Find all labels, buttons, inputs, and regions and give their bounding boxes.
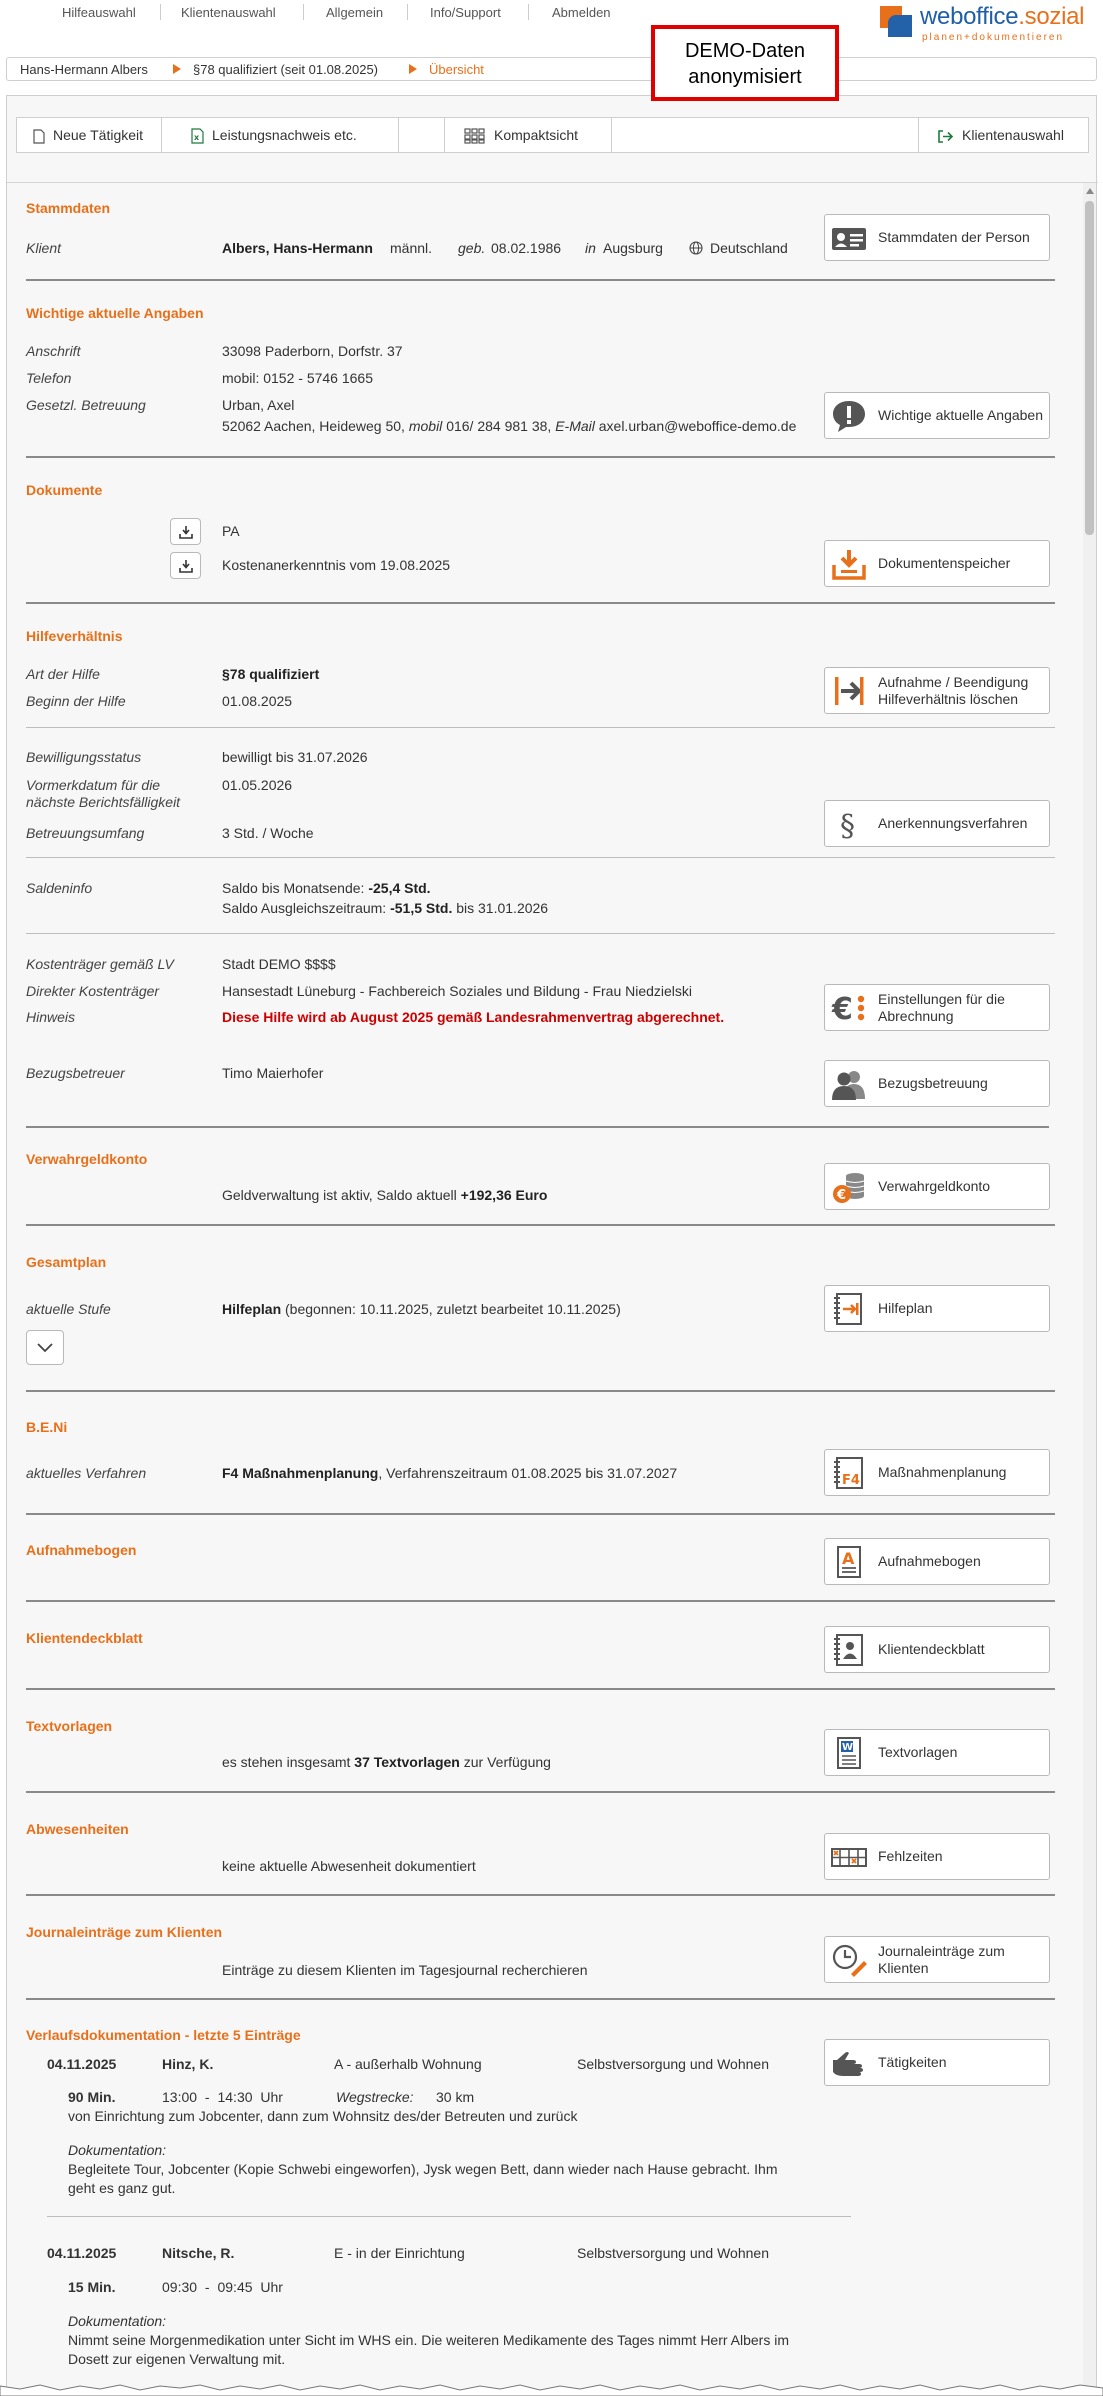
cost-bearer-lv-label: Kostenträger gemäß LV: [26, 956, 174, 972]
section-divider: [26, 1791, 1055, 1793]
care-scope-value: 3 Std. / Woche: [222, 825, 314, 841]
cost-bearer-lv-value: Stadt DEMO $$$$: [222, 956, 336, 972]
expand-toggle-button[interactable]: [26, 1330, 64, 1365]
chevron-down-icon: [37, 1343, 53, 1353]
important-info-label: Wichtige aktuelle Angaben: [878, 407, 1043, 423]
phone-label: Telefon: [26, 370, 72, 386]
custody-account-label: Verwahrgeldkonto: [878, 1178, 991, 1194]
current-stage-label: aktuelle Stufe: [26, 1301, 111, 1317]
subsection-divider: [26, 933, 1055, 934]
nav-divider: [407, 4, 408, 20]
entry-time: 13:00 - 14:30 Uhr: [162, 2089, 283, 2105]
demo-badge-line2: anonymisiert: [688, 66, 802, 88]
care-scope-label: Betreuungsumfang: [26, 825, 145, 841]
admission-end-button[interactable]: [824, 667, 1050, 714]
entry-user: Nitsche, R.: [162, 2245, 235, 2261]
address-label: Anschrift: [26, 343, 81, 359]
help-start-value: 01.08.2025: [222, 693, 293, 709]
direct-cost-bearer-value: Hansestadt Lüneburg - Fachbereich Soziales und Bildung - Frau Niedzielski: [222, 983, 693, 999]
measure-planning-button[interactable]: [824, 1449, 1050, 1496]
current-stage-dates: (begonnen: 10.11.2025, zuletzt bearbeitet 10.11.2025): [281, 1301, 621, 1317]
entry-documentation: Nimmt seine Morgenmedikation unter Sicht im WHS ein. Die weiteren Medikamente des Tages nimmt Herr Albers im Dosett zur eigenen Verwaltung mit.: [68, 2332, 790, 2367]
section-divider: [26, 1998, 1055, 2000]
in-label: in: [585, 240, 596, 256]
entry-time: 09:30 - 09:45 Uhr: [162, 2279, 283, 2295]
grid-icon: [464, 128, 486, 144]
phone-value: mobil: 0152 - 5746 1665: [222, 370, 373, 386]
toolbar: [16, 117, 1089, 153]
documentation-label: Dokumentation:: [68, 2142, 167, 2158]
guardian-mobile: 016/ 284 981 38,: [446, 418, 552, 434]
toolbar-divider: [398, 118, 399, 152]
proof-button[interactable]: [162, 118, 398, 152]
billing-settings-button[interactable]: [824, 984, 1050, 1031]
help-plan-label: Hilfeplan: [878, 1300, 933, 1316]
new-activity-button[interactable]: [17, 118, 161, 152]
torn-edge: [0, 2380, 1103, 2396]
proof-label: Leistungsnachweis etc.: [212, 127, 357, 143]
svg-text:F4: F4: [842, 1473, 860, 1488]
current-stage-name: Hilfeplan: [222, 1301, 282, 1317]
help-type-value: §78 qualifiziert: [222, 666, 320, 682]
section-heading-beni: B.E.Ni: [26, 1419, 68, 1435]
download-icon: [179, 525, 193, 539]
hand-icon: [831, 2046, 867, 2080]
custody-balance: +192,36 Euro: [460, 1187, 548, 1203]
vertical-scrollbar[interactable]: [1083, 183, 1096, 2396]
approval-label: Bewilligungsstatus: [26, 749, 142, 765]
admission-end-label: Aufnahme / Beendigung Hilfeverhältnis löschen: [878, 673, 1029, 707]
document-storage-label: Dokumentenspeicher: [878, 555, 1011, 571]
nav-abmelden[interactable]: Abmelden: [552, 5, 611, 20]
client-select-button[interactable]: [919, 118, 1089, 152]
speech-exclamation-icon: [831, 399, 867, 433]
exit-arrow-icon: [937, 129, 954, 144]
current-procedure-name: F4 Maßnahmenplanung: [222, 1465, 379, 1481]
notice-label: Hinweis: [26, 1009, 76, 1025]
download-button[interactable]: [170, 518, 201, 545]
demo-badge-line1: DEMO-Daten: [684, 40, 806, 62]
client-birthplace: Augsburg: [603, 240, 663, 256]
breadcrumb: [6, 57, 1097, 81]
entry-divider: [47, 2216, 851, 2217]
documentation-label: Dokumentation:: [68, 2313, 167, 2329]
journal-entries-button[interactable]: [824, 1936, 1050, 1983]
subsection-divider: [26, 857, 1055, 858]
activities-button[interactable]: [824, 2039, 1050, 2086]
balance-period-label: Saldo Ausgleichszeitraum:: [222, 900, 391, 916]
nav-info-support[interactable]: Info/Support: [430, 5, 501, 20]
section-divider: [26, 456, 1055, 458]
recognition-procedure-button[interactable]: [824, 800, 1050, 847]
mobil-label: mobil: [408, 418, 443, 434]
nav-allgemein[interactable]: Allgemein: [326, 5, 384, 20]
logo-word: weboffice: [920, 3, 1019, 30]
client-nationality: Deutschland: [710, 240, 788, 256]
section-divider: [26, 1894, 1055, 1896]
svg-text:W: W: [842, 1742, 854, 1753]
entry-location: E - in der Einrichtung: [334, 2245, 465, 2261]
nav-divider: [160, 4, 161, 20]
coins-euro-icon: [831, 1170, 867, 1204]
custody-account-button[interactable]: [824, 1163, 1050, 1210]
current-procedure-label: aktuelles Verfahren: [26, 1465, 147, 1481]
svg-text:€: €: [832, 992, 853, 1025]
breadcrumb-help[interactable]: §78 qualifiziert (seit 01.08.2025): [193, 62, 379, 77]
section-divider: [26, 1600, 1055, 1602]
word-document-icon: [831, 1736, 867, 1770]
breadcrumb-arrow-icon: [409, 64, 417, 74]
section-heading-important: Wichtige aktuelle Angaben: [26, 305, 204, 321]
clock-pencil-icon: [831, 1943, 867, 1977]
section-heading-documents: Dokumente: [26, 482, 103, 498]
section-divider: [26, 602, 1055, 604]
document-item[interactable]: Kostenanerkenntnis vom 19.08.2025: [222, 557, 451, 573]
balance-period: [222, 900, 548, 917]
logo-word-suffix: .sozial: [1018, 3, 1085, 30]
section-divider: [26, 1513, 1055, 1515]
section-heading-absences: Abwesenheiten: [26, 1821, 129, 1837]
entry-duration: 90 Min.: [68, 2089, 116, 2105]
svg-text:§: §: [840, 809, 855, 841]
overview-content: [7, 182, 1098, 2396]
person-masterdata-label: Stammdaten der Person: [878, 229, 1030, 245]
intake-form-button[interactable]: [824, 1538, 1050, 1585]
section-divider: [26, 1126, 1049, 1128]
subsection-divider: [26, 727, 1055, 728]
caseworker-button[interactable]: [824, 1060, 1050, 1107]
guardian-name: Urban, Axel: [222, 397, 295, 413]
client-name: Albers, Hans-Hermann: [222, 240, 373, 256]
entry-route: von Einrichtung zum Jobcenter, dann zum Wohnsitz des/der Betreuten und zurück: [68, 2108, 578, 2124]
scroll-up-arrow-icon[interactable]: [1086, 188, 1094, 194]
entry-duration: 15 Min.: [68, 2279, 116, 2295]
entry-distance: 30 km: [436, 2089, 475, 2105]
id-card-icon: [831, 221, 867, 255]
route-label: Wegstrecke:: [336, 2089, 414, 2105]
important-info-button[interactable]: [824, 392, 1050, 439]
nav-divider: [528, 4, 529, 20]
balance-period-value: -51,5 Std.: [390, 900, 453, 916]
journal-entries-label: Journaleinträge zum Klienten: [878, 1942, 1005, 1976]
templates-count-value: 37 Textvorlagen: [354, 1754, 460, 1770]
calendar-grid-icon: [831, 1840, 867, 1874]
report-due-label: Vormerkdatum für die nächste Berichtsfälligkeit: [26, 777, 181, 810]
people-icon: [831, 1067, 867, 1101]
weboffice-logo: [876, 0, 1096, 52]
text-templates-button[interactable]: [824, 1729, 1050, 1776]
client-label: Klient: [26, 240, 62, 256]
section-heading-journal: Journaleinträge zum Klienten: [26, 1924, 223, 1940]
client-gender: männl.: [390, 240, 433, 256]
balance-label: Saldeninfo: [26, 880, 93, 896]
f4-notebook-icon: [831, 1456, 867, 1490]
logo-tagline: planen+dokumentieren: [922, 32, 1065, 43]
entry-documentation: Begleitete Tour, Jobcenter (Kopie Schwebi eingeworfen), Jysk wegen Bett, dann wieder nach Hause gebracht. Ihm geht es ganz gut.: [68, 2161, 778, 2196]
download-icon: [179, 559, 193, 573]
entry-category: Selbstversorgung und Wohnen: [577, 2245, 769, 2261]
client-cover-label: Klientendeckblatt: [878, 1641, 985, 1657]
main-panel: [6, 95, 1097, 2396]
client-birthdate: 08.02.1986: [491, 240, 562, 256]
section-heading-help: Hilfeverhältnis: [26, 628, 123, 644]
form-a-icon: [831, 1545, 867, 1579]
caseworker-value: Timo Maierhofer: [222, 1065, 324, 1081]
entry-user: Hinz, K.: [162, 2056, 214, 2072]
guardian-address: 52062 Aachen, Heideweg 50,: [222, 418, 405, 434]
balance-month-label: Saldo bis Monatsende:: [222, 880, 369, 896]
inbox-download-icon: [831, 547, 867, 581]
svg-text:€: €: [837, 1188, 847, 1203]
guardian-contact: [222, 418, 796, 435]
demo-data-badge: [651, 25, 839, 101]
section-heading-cover: Klientendeckblatt: [26, 1630, 143, 1646]
report-due-value: 01.05.2026: [222, 777, 293, 793]
activities-label: Tätigkeiten: [878, 2054, 947, 2070]
section-heading-history: Verlaufsdokumentation - letzte 5 Einträge: [26, 2027, 301, 2043]
help-plan-button[interactable]: [824, 1285, 1050, 1332]
born-label: geb.: [458, 240, 486, 256]
breadcrumb-client[interactable]: Hans-Hermann Albers: [20, 62, 148, 77]
euro-settings-icon: [831, 991, 867, 1025]
address-value: 33098 Paderborn, Dorfstr. 37: [222, 343, 403, 359]
document-storage-button[interactable]: [824, 540, 1050, 587]
absence-button-label: Fehlzeiten: [878, 1848, 943, 1864]
section-heading-intake: Aufnahmebogen: [26, 1542, 137, 1558]
direct-cost-bearer-label: Direkter Kostenträger: [26, 983, 160, 999]
svg-text:A: A: [842, 1549, 855, 1568]
excel-icon: [191, 128, 204, 144]
entry-location: A - außerhalb Wohnung: [334, 2056, 482, 2072]
intake-form-label: Aufnahmebogen: [878, 1553, 981, 1569]
globe-icon: [689, 241, 703, 255]
nav-divider: [303, 4, 304, 20]
section-heading-templates: Textvorlagen: [26, 1718, 113, 1734]
current-procedure-period: , Verfahrenszeitraum 01.08.2025 bis 31.07.2027: [378, 1465, 678, 1481]
help-start-label: Beginn der Hilfe: [26, 693, 126, 709]
breadcrumb-current: Übersicht: [429, 62, 484, 77]
document-item[interactable]: PA: [222, 523, 240, 539]
download-button[interactable]: [170, 552, 201, 579]
guardian-email[interactable]: axel.urban@weboffice-demo.de: [598, 418, 797, 434]
balance-month: [222, 880, 431, 897]
current-stage-value: [222, 1301, 621, 1318]
client-cover-button[interactable]: [824, 1626, 1050, 1673]
person-masterdata-button[interactable]: [824, 214, 1050, 261]
current-procedure-value: [222, 1465, 677, 1482]
client-select-label: Klientenauswahl: [962, 127, 1064, 143]
recognition-procedure-label: Anerkennungsverfahren: [878, 815, 1028, 831]
billing-notice: Diese Hilfe wird ab August 2025 gemäß Landesrahmenvertrag abgerechnet.: [222, 1009, 725, 1025]
section-divider: [26, 1688, 1055, 1690]
absence-button[interactable]: [824, 1833, 1050, 1880]
contact-book-icon: [831, 1633, 867, 1667]
measure-planning-label: Maßnahmenplanung: [878, 1464, 1007, 1480]
compact-view-button[interactable]: [445, 118, 611, 152]
nav-klientenauswahl[interactable]: Klientenauswahl: [181, 5, 276, 20]
templates-count-suffix: zur Verfügung: [459, 1754, 551, 1770]
section-divider: [26, 1224, 1055, 1226]
entry-date: 04.11.2025: [47, 2056, 117, 2072]
approval-value: bewilligt bis 31.07.2026: [222, 749, 368, 765]
toolbar-divider: [611, 118, 612, 152]
custody-status-text: Geldverwaltung ist aktiv, Saldo aktuell: [222, 1187, 461, 1203]
breadcrumb-arrow-icon: [173, 64, 181, 74]
section-divider: [26, 279, 1055, 281]
svg-text:x: x: [194, 133, 200, 143]
templates-count: [222, 1754, 551, 1771]
balance-month-value: -25,4 Std.: [368, 880, 431, 896]
entry-category: Selbstversorgung und Wohnen: [577, 2056, 769, 2072]
guardian-label: Gesetzl. Betreuung: [26, 397, 146, 413]
caseworker-button-label: Bezugsbetreuung: [878, 1075, 988, 1091]
journal-search-text: Einträge zu diesem Klienten im Tagesjournal recherchieren: [222, 1962, 588, 1978]
email-label: E-Mail: [555, 418, 595, 434]
nav-hilfeauswahl[interactable]: Hilfeauswahl: [62, 5, 136, 20]
document-icon: [33, 129, 45, 144]
entry-date: 04.11.2025: [47, 2245, 117, 2261]
billing-settings-label: Einstellungen für die Abrechnung: [878, 990, 1005, 1024]
absence-status: keine aktuelle Abwesenheit dokumentiert: [222, 1858, 476, 1874]
caseworker-label: Bezugsbetreuer: [26, 1065, 125, 1081]
paragraph-icon: [831, 807, 867, 841]
section-heading-overall-plan: Gesamtplan: [26, 1254, 107, 1270]
section-divider: [26, 1390, 1055, 1392]
custody-status: [222, 1187, 547, 1204]
balance-period-date: bis 31.01.2026: [452, 900, 549, 916]
templates-count-prefix: es stehen insgesamt: [222, 1754, 355, 1770]
compact-view-label: Kompaktsicht: [494, 127, 579, 143]
scrollbar-thumb[interactable]: [1085, 201, 1094, 535]
arrow-to-bar-icon: [831, 674, 867, 708]
text-templates-label: Textvorlagen: [878, 1744, 958, 1760]
logo-mark-icon: [880, 6, 916, 38]
notebook-arrow-icon: [831, 1292, 867, 1326]
section-heading-custody: Verwahrgeldkonto: [26, 1151, 148, 1167]
section-heading-stammdaten: Stammdaten: [26, 200, 111, 216]
help-type-label: Art der Hilfe: [26, 666, 100, 682]
new-activity-label: Neue Tätigkeit: [53, 127, 144, 143]
